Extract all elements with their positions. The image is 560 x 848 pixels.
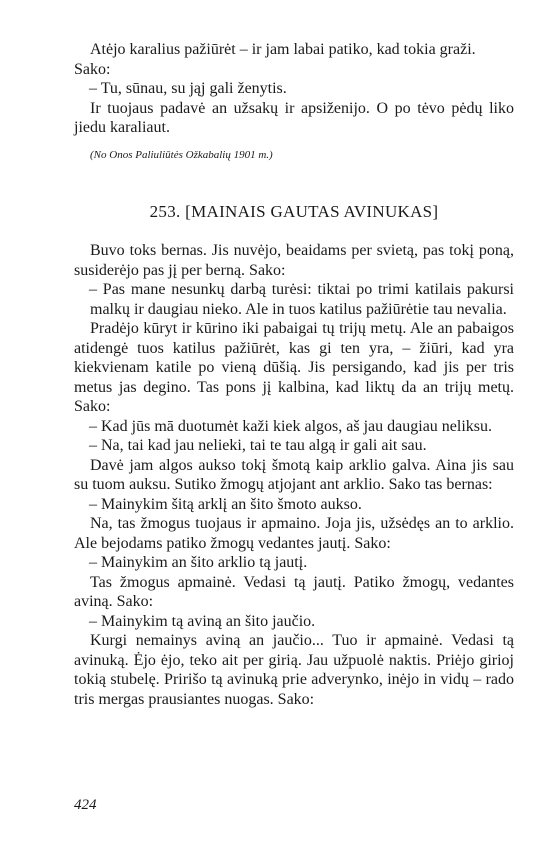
story-dialogue: – Na, tai kad jau nelieki, tai te tau algą ir gali ait sau. (89, 437, 427, 454)
source-note: (No Onos Paliuliūtės Ožkabalių 1901 m.) (90, 148, 273, 161)
story-dialogue: – Kad jūs mā duotumėt kaži kiek algos, aš jau daugiau neliksu. (89, 417, 493, 435)
story-paragraph: Davė jam algos aukso tokį šmotą kaip arklio galva. Aina jis sau su tuom auksu. Sutiko žmogų atjojant ant arklio. Sako tas bernas: (74, 456, 514, 493)
story-paragraph: Buvo toks bernas. Jis nuvėjo, beaidams per svietą, pas tokį poną, susiderėjo pas jį per berną. Sako: (74, 242, 514, 279)
story-paragraph: Kurgi nemainys aviną an jaučio... Tuo ir apmainė. Vedasi tą avinuką. Ėjo ėjo, teko ait per girią. Jau užpuolė naktis. Priėjo girioj tokią stubelę. Pririšo tą avinuką prie adverynko, inėjo in vidų – rado tris mergas prausiantes nuogas. Sako: (74, 632, 514, 708)
story-dialogue: – Mainykim an šito arklio tą jautį. (89, 554, 308, 571)
story-paragraph: Pradėjo kūryt ir kūrino iki pabaigai tų trijų metų. Ale an pabaigos atidengė tuos katilus pažiūrėt, kas gi ten yra, – žiūri, kad yra kiekvienam katile po vieną dūšią. Jis persigando, kad jis per tris metus jas degino. Tas pons jį kalbina, kad liktų da an trijų metų. Sako: (74, 320, 514, 415)
story-paragraph: Tas žmogus apmainė. Vedasi tą jautį. Patiko žmogų, vedantes aviną. Sako: (74, 573, 514, 610)
story-dialogue: – Pas mane nesunkų darbą turėsi: tiktai po trimi katilais pakursi malkų ir daugiau nieko. Ale in tuos katilus pažiūrėtie tau nevalia. (89, 281, 514, 318)
page-number: 424 (74, 797, 97, 813)
intro-paragraph: Sako: (74, 60, 111, 78)
intro-paragraph: Ir tuojaus padavė an užsakų ir apsiženijo. O po tėvo pėdų liko jiedu karaliaut. (74, 99, 514, 136)
story-dialogue: – Mainykim šitą arklį an šito šmoto aukso. (89, 495, 362, 513)
intro-paragraph: Atėjo karalius pažiūrėt – ir jam labai patiko, kad tokia graži. (90, 41, 476, 58)
story-paragraph: Na, tas žmogus tuojaus ir apmaino. Joja jis, užsėdęs an to arklio. Ale bejodams patiko žmogų vedantes jautį. Sako: (74, 515, 514, 552)
story-title: 253. [MAINAIS GAUTAS AVINUKAS] (149, 201, 439, 221)
intro-dialogue: – Tu, sūnau, su jąj gali ženytis. (89, 80, 287, 97)
page-text (74, 40, 514, 709)
story-dialogue: – Mainykim tą aviną an šito jaučio. (89, 612, 316, 630)
